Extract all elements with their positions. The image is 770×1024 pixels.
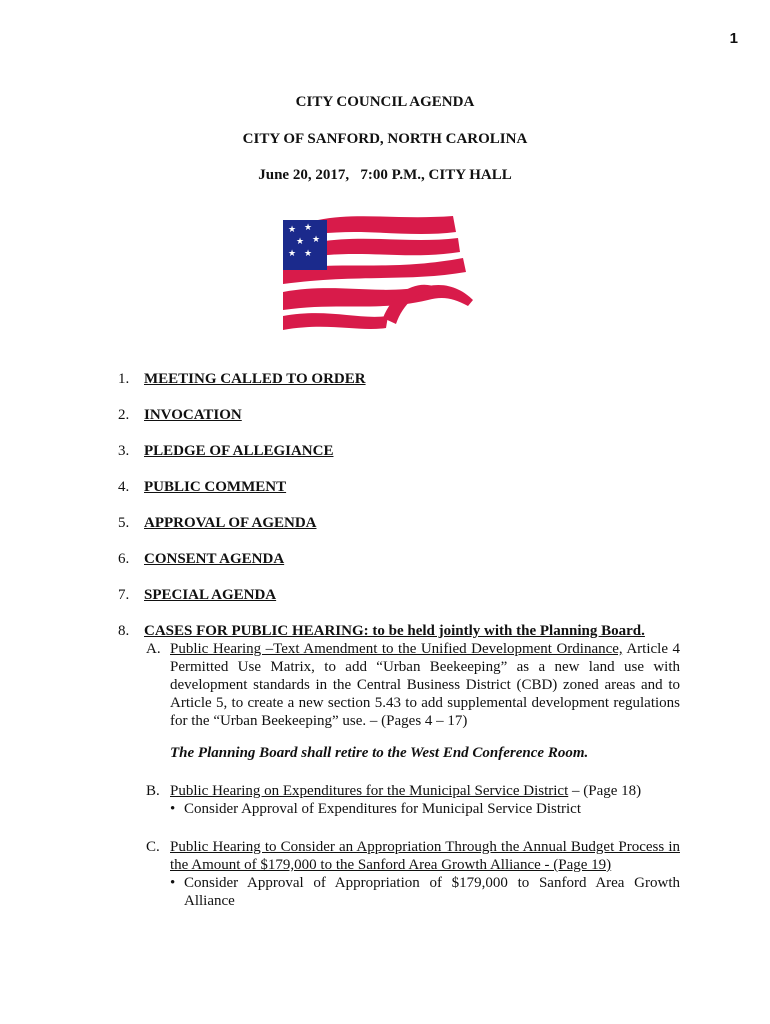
planning-board-note: The Planning Board shall retire to the West End Conference Room. [170,745,589,761]
subitem-b [146,782,680,818]
subitem-letter: B. [146,783,160,799]
svg-text:★: ★ [304,249,313,259]
bullet-text: Consider Approval of Expenditures for Municipal Service District [184,801,581,817]
page-number: 1 [729,30,738,47]
item-number: 8. [118,623,130,639]
item-number: 3. [118,443,130,459]
bullet-item [170,874,680,910]
subitem-text: – (Page 18) [568,783,642,799]
item-title[interactable]: APPROVAL OF AGENDA [144,515,317,531]
bullet-item [170,800,680,818]
subitem-text: Article 4 Permitted Use Matrix, to add “Urban Beekeeping” as a new land use with development standards in the Central Business District (CBD) zoned areas and to Article 5, to create a new section 5.43 to add supplemental development regulations for the “Urban Beekeeping” use. – (Pages 4 – 17) [170,641,680,729]
item-title[interactable]: CASES FOR PUBLIC HEARING: to be held jointly with the Planning Board. [144,623,645,639]
agenda-item [118,368,683,404]
item-title[interactable]: PLEDGE OF ALLEGIANCE [144,443,334,459]
item-title[interactable]: CONSENT AGENDA [144,551,285,567]
subitem-a [146,640,680,730]
item-number: 6. [118,551,130,567]
agenda-title: CITY COUNCIL AGENDA [295,94,475,110]
item-title[interactable]: INVOCATION [144,407,242,423]
subitem-letter: A. [146,641,161,657]
item-number: 4. [118,479,130,495]
flag-logo [278,212,478,337]
hearing-link[interactable]: Public Hearing on Expenditures for the Municipal Service District [170,783,569,799]
item-title[interactable]: PUBLIC COMMENT [144,479,287,495]
bullet-text: Consider Approval of Appropriation of $179,000 to Sanford Area Growth Alliance [184,875,680,909]
agenda-item [118,548,683,584]
item-number: 7. [118,587,130,603]
svg-text:★: ★ [288,225,297,235]
bullet-icon: • [170,801,176,817]
agenda-list [118,368,683,642]
agenda-item [118,404,683,440]
svg-text:★: ★ [304,223,313,233]
subitem-letter: C. [146,839,160,855]
item-title[interactable]: MEETING CALLED TO ORDER [144,371,366,387]
svg-text:★: ★ [288,249,297,259]
agenda-item [118,440,683,476]
agenda-item [118,620,683,642]
subitem-c [146,838,680,910]
bullet-icon: • [170,875,176,891]
item-number: 2. [118,407,130,423]
hearing-link[interactable]: Public Hearing –Text Amendment to the Unified Development Ordinance, [170,641,623,657]
svg-text:★: ★ [312,235,321,245]
item-title[interactable]: SPECIAL AGENDA [144,587,277,603]
hearing-link[interactable]: Public Hearing to Consider an Appropriation Through the Annual Budget Process in the Amount of $179,000 to the Sanford Area Growth Alliance - (Page 19) [170,839,680,873]
item-number: 5. [118,515,130,531]
item-number: 1. [118,371,130,387]
agenda-item [118,476,683,512]
svg-text:★: ★ [296,237,305,247]
city-name: CITY OF SANFORD, NORTH CAROLINA [242,131,528,147]
agenda-item [118,584,683,620]
agenda-item [118,512,683,548]
meeting-date: June 20, 2017, 7:00 P.M., CITY HALL [258,167,512,183]
